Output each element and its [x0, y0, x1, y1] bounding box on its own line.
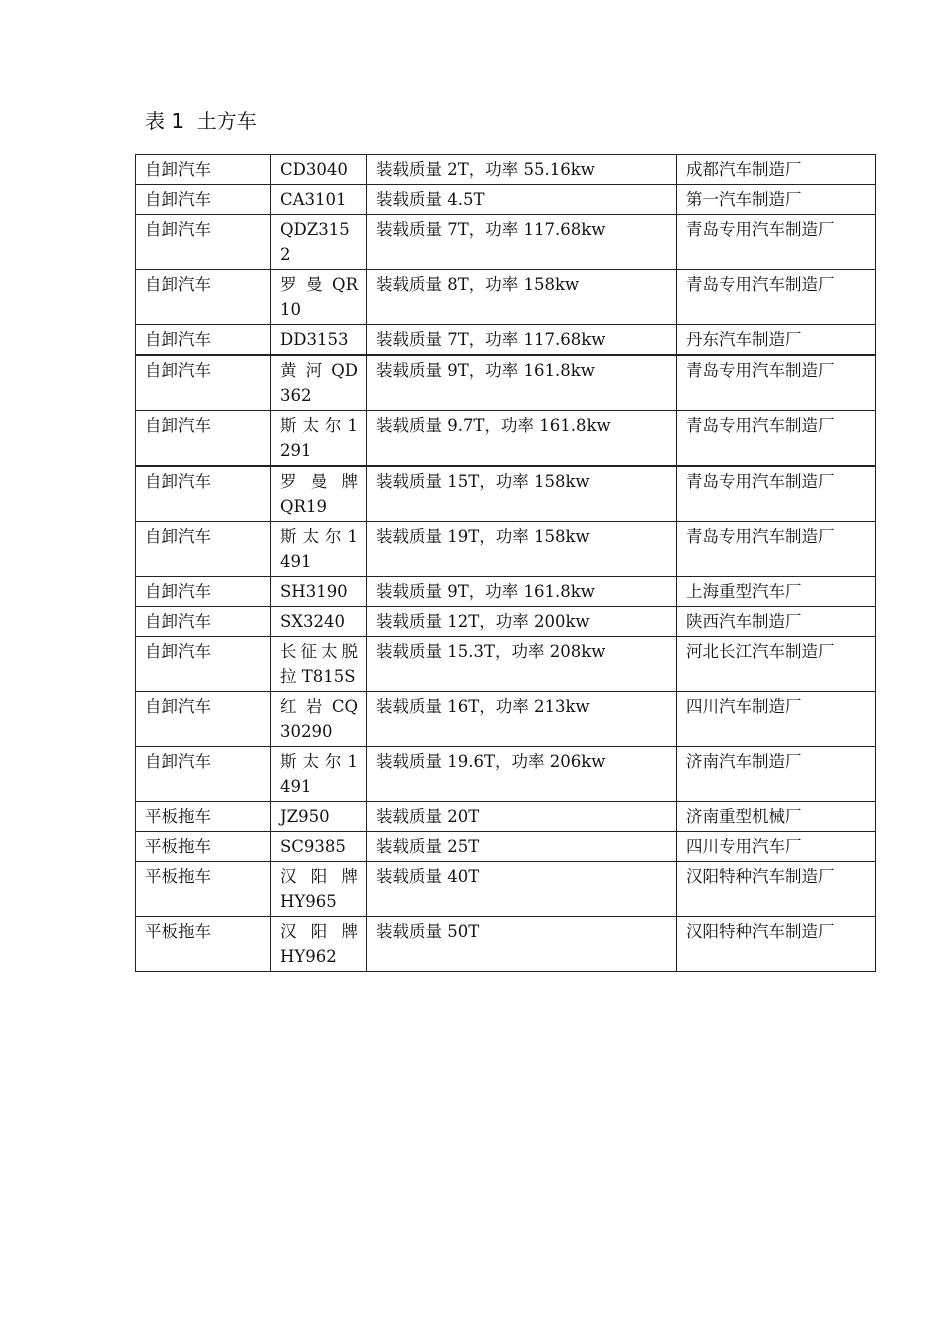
spec-cell: 装载质量 19.6T，功率 206kw	[367, 747, 677, 802]
spec-cell: 装载质量 50T	[367, 917, 677, 972]
table-row	[136, 862, 876, 917]
spec-cell: 装载质量 9.7T，功率 161.8kw	[367, 411, 677, 467]
model-cell: QDZ3152	[271, 215, 367, 270]
manufacturer-cell: 青岛专用汽车制造厂	[677, 215, 876, 270]
table-row	[136, 577, 876, 607]
vehicle-type-cell: 平板拖车	[136, 802, 271, 832]
model-cell: 长征太脱拉 T815S	[271, 637, 367, 692]
table-row	[136, 637, 876, 692]
spec-cell: 装载质量 12T，功率 200kw	[367, 607, 677, 637]
spec-cell: 装载质量 19T，功率 158kw	[367, 522, 677, 577]
spec-cell: 装载质量 16T，功率 213kw	[367, 692, 677, 747]
table-body	[136, 155, 876, 972]
manufacturer-cell: 青岛专用汽车制造厂	[677, 411, 876, 467]
model-cell: 斯 太 尔 1491	[271, 522, 367, 577]
vehicle-type-cell: 自卸汽车	[136, 185, 271, 215]
manufacturer-cell: 第一汽车制造厂	[677, 185, 876, 215]
vehicle-type-cell: 平板拖车	[136, 917, 271, 972]
table-row	[136, 832, 876, 862]
table-row	[136, 411, 876, 467]
vehicle-type-cell: 自卸汽车	[136, 637, 271, 692]
vehicle-type-cell: 自卸汽车	[136, 747, 271, 802]
model-cell: 红 岩 CQ30290	[271, 692, 367, 747]
table-row	[136, 325, 876, 356]
manufacturer-cell: 四川专用汽车厂	[677, 832, 876, 862]
manufacturer-cell: 汉阳特种汽车制造厂	[677, 862, 876, 917]
model-cell: 斯 太 尔 1291	[271, 411, 367, 467]
vehicle-type-cell: 自卸汽车	[136, 155, 271, 185]
manufacturer-cell: 丹东汽车制造厂	[677, 325, 876, 356]
manufacturer-cell: 河北长江汽车制造厂	[677, 637, 876, 692]
table-row	[136, 466, 876, 522]
table-row	[136, 917, 876, 972]
model-cell: CA3101	[271, 185, 367, 215]
spec-cell: 装载质量 9T，功率 161.8kw	[367, 577, 677, 607]
manufacturer-cell: 青岛专用汽车制造厂	[677, 355, 876, 411]
table-row	[136, 607, 876, 637]
table-row	[136, 747, 876, 802]
table-row	[136, 802, 876, 832]
table-row	[136, 215, 876, 270]
table-row	[136, 185, 876, 215]
spec-cell: 装载质量 4.5T	[367, 185, 677, 215]
table-caption: 表 1 土方车	[145, 109, 257, 133]
spec-cell: 装载质量 25T	[367, 832, 677, 862]
model-cell: 汉 阳 牌 HY965	[271, 862, 367, 917]
spec-cell: 装载质量 2T，功率 55.16kw	[367, 155, 677, 185]
table-row	[136, 355, 876, 411]
manufacturer-cell: 上海重型汽车厂	[677, 577, 876, 607]
manufacturer-cell: 四川汽车制造厂	[677, 692, 876, 747]
model-cell: SX3240	[271, 607, 367, 637]
model-cell: SC9385	[271, 832, 367, 862]
manufacturer-cell: 陕西汽车制造厂	[677, 607, 876, 637]
table-row	[136, 522, 876, 577]
vehicle-type-cell: 自卸汽车	[136, 411, 271, 467]
vehicle-type-cell: 自卸汽车	[136, 692, 271, 747]
spec-cell: 装载质量 15.3T，功率 208kw	[367, 637, 677, 692]
model-cell: CD3040	[271, 155, 367, 185]
vehicle-type-cell: 自卸汽车	[136, 325, 271, 356]
manufacturer-cell: 成都汽车制造厂	[677, 155, 876, 185]
table-row	[136, 270, 876, 325]
vehicle-type-cell: 平板拖车	[136, 832, 271, 862]
manufacturer-cell: 汉阳特种汽车制造厂	[677, 917, 876, 972]
manufacturer-cell: 青岛专用汽车制造厂	[677, 466, 876, 522]
vehicle-type-cell: 自卸汽车	[136, 522, 271, 577]
model-cell: JZ950	[271, 802, 367, 832]
model-cell: 斯 太 尔 1491	[271, 747, 367, 802]
model-cell: 罗 曼 QR10	[271, 270, 367, 325]
vehicle-type-cell: 自卸汽车	[136, 466, 271, 522]
dump-truck-table	[135, 154, 876, 972]
vehicle-type-cell: 自卸汽车	[136, 215, 271, 270]
manufacturer-cell: 济南重型机械厂	[677, 802, 876, 832]
table-row	[136, 692, 876, 747]
model-cell: 黄 河 QD362	[271, 355, 367, 411]
model-cell: SH3190	[271, 577, 367, 607]
manufacturer-cell: 青岛专用汽车制造厂	[677, 522, 876, 577]
table-row	[136, 155, 876, 185]
spec-cell: 装载质量 40T	[367, 862, 677, 917]
vehicle-type-cell: 自卸汽车	[136, 355, 271, 411]
spec-cell: 装载质量 8T，功率 158kw	[367, 270, 677, 325]
model-cell: DD3153	[271, 325, 367, 356]
spec-cell: 装载质量 7T，功率 117.68kw	[367, 325, 677, 356]
vehicle-type-cell: 自卸汽车	[136, 270, 271, 325]
manufacturer-cell: 济南汽车制造厂	[677, 747, 876, 802]
spec-cell: 装载质量 15T，功率 158kw	[367, 466, 677, 522]
spec-cell: 装载质量 7T，功率 117.68kw	[367, 215, 677, 270]
model-cell: 汉 阳 牌 HY962	[271, 917, 367, 972]
vehicle-type-cell: 自卸汽车	[136, 607, 271, 637]
vehicle-type-cell: 平板拖车	[136, 862, 271, 917]
manufacturer-cell: 青岛专用汽车制造厂	[677, 270, 876, 325]
spec-cell: 装载质量 20T	[367, 802, 677, 832]
vehicle-type-cell: 自卸汽车	[136, 577, 271, 607]
model-cell: 罗 曼 牌 QR19	[271, 466, 367, 522]
spec-cell: 装载质量 9T，功率 161.8kw	[367, 355, 677, 411]
